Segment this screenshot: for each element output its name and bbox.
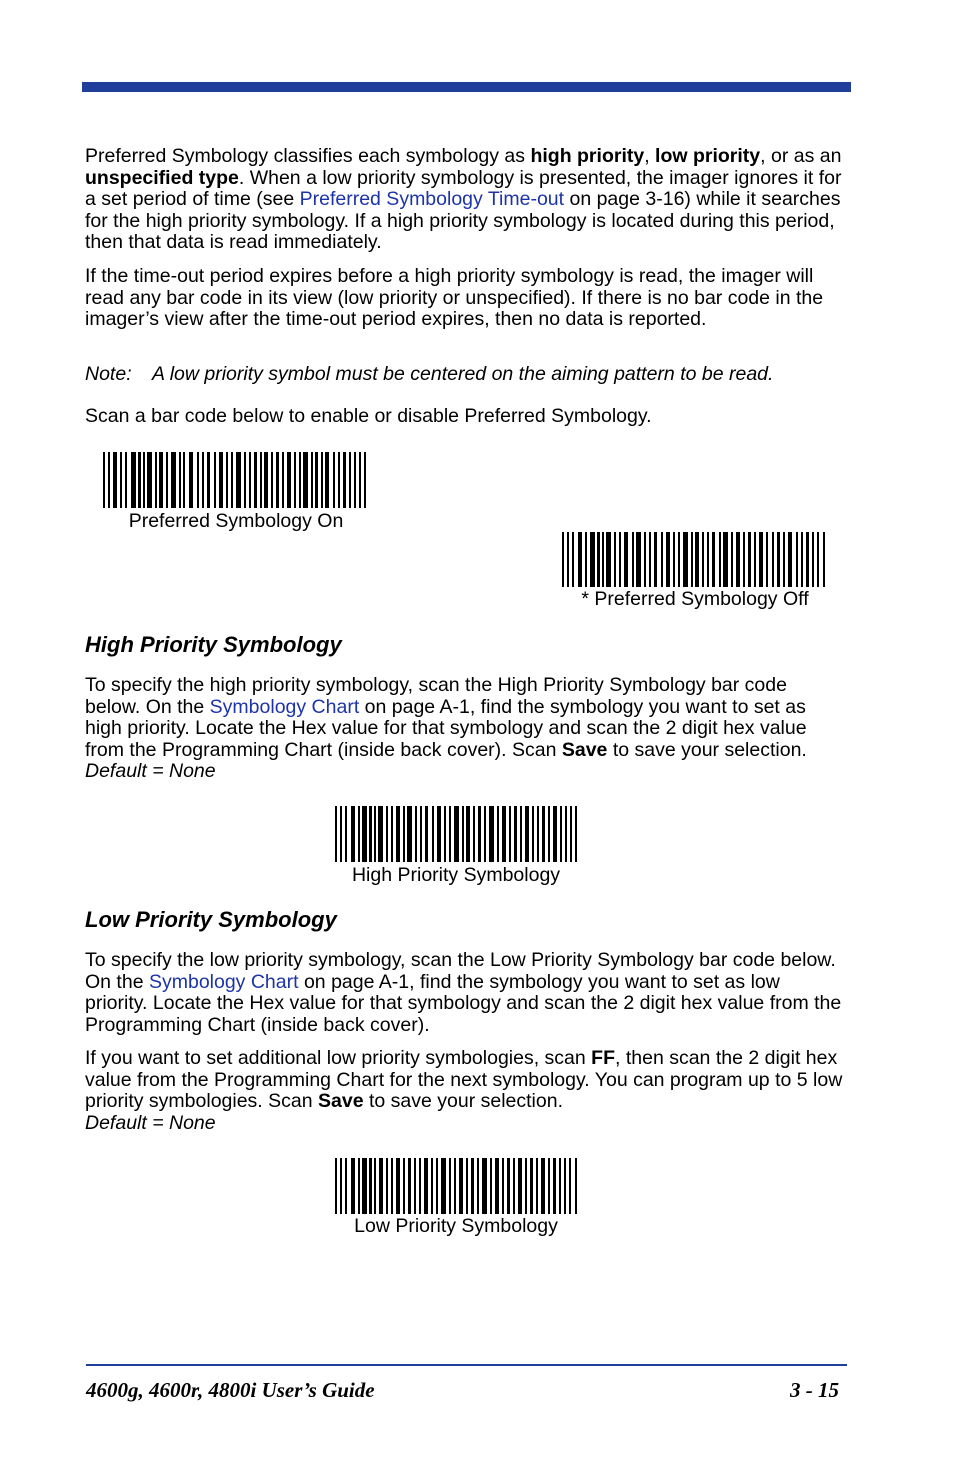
preferred-timeout-link[interactable]: Preferred Symbology Time-out xyxy=(299,188,565,210)
barcode-low-priority-bars xyxy=(335,1158,579,1214)
note-label: Note: xyxy=(85,363,132,385)
barcode-high-priority-label: High Priority Symbology xyxy=(351,864,561,886)
barcode-preferred-on-bars xyxy=(103,452,368,508)
high-priority-paragraph: To specify the high priority symbology, scan the High Priority Symbology bar code below. On the Symbology Chart on page A-1, find the symbology you want to set as high priority. Locate the Hex value for that symbology and scan the 2 digit hex value from the Programming Chart (inside back cover). Scan Save to save your selection. Default = None xyxy=(85,674,807,782)
low-priority-paragraph-1: To specify the low priority symbology, scan the Low Priority Symbology bar code below. On the Symbology Chart on page A-1, find the symbology you want to set as low priority. Locate the Hex value for that symbology and scan the 2 digit hex value from the Programming Chart (inside back cover). xyxy=(85,949,842,1036)
barcode-high-priority-bars xyxy=(335,806,579,862)
barcode-preferred-on[interactable] xyxy=(103,452,368,508)
intro-paragraph: Preferred Symbology classifies each symbology as high priority, low priority, or as an unspecified type. When a low priority symbology is presented, the imager ignores it for a set period of time (see Preferred Symbology Time-out on page 3-16) while it searches for the high priority symbology. If a high priority symbology is located during this period, then that data is read immediately. xyxy=(85,145,842,253)
header-rule xyxy=(82,82,851,92)
footer-title: 4600g, 4600r, 4800i User’s Guide xyxy=(86,1378,375,1402)
barcode-high-priority[interactable] xyxy=(335,806,579,862)
symbology-chart-link-low[interactable]: Symbology Chart xyxy=(148,970,299,993)
note-text: A low priority symbol must be centered on the aiming pattern to be read. xyxy=(152,363,774,385)
barcode-preferred-off[interactable] xyxy=(562,532,827,587)
low-priority-heading: Low Priority Symbology xyxy=(85,907,337,932)
high-priority-heading: High Priority Symbology xyxy=(85,632,342,657)
scan-instruction: Scan a bar code below to enable or disable Preferred Symbology. xyxy=(85,405,652,427)
timeout-paragraph: If the time-out period expires before a high priority symbology is read, the imager will read any bar code in its view (low priority or unspecified). If there is no bar code in the imager’s view after the time-out period expires, then no data is reported. xyxy=(85,265,824,330)
high-default: Default = None xyxy=(85,760,216,782)
note xyxy=(85,364,845,386)
barcode-low-priority-label: Low Priority Symbology xyxy=(354,1215,558,1237)
low-default: Default = None xyxy=(85,1111,216,1134)
barcode-low-priority[interactable] xyxy=(335,1158,579,1214)
barcode-preferred-off-label: * Preferred Symbology Off xyxy=(581,588,809,610)
barcode-preferred-on-label: Preferred Symbology On xyxy=(128,510,344,532)
low-priority-paragraph-2: If you want to set additional low priority symbologies, scan FF, then scan the 2 digit hex value from the Programming Chart for the next symbology. You can program up to 5 low priority symbologies. Scan Save to save your selection. Default = None xyxy=(85,1047,843,1134)
barcode-preferred-off-bars xyxy=(562,532,827,587)
footer-rule xyxy=(86,1364,847,1366)
symbology-chart-link-high[interactable]: Symbology Chart xyxy=(209,695,360,718)
page-number: 3 - 15 xyxy=(790,1378,839,1402)
